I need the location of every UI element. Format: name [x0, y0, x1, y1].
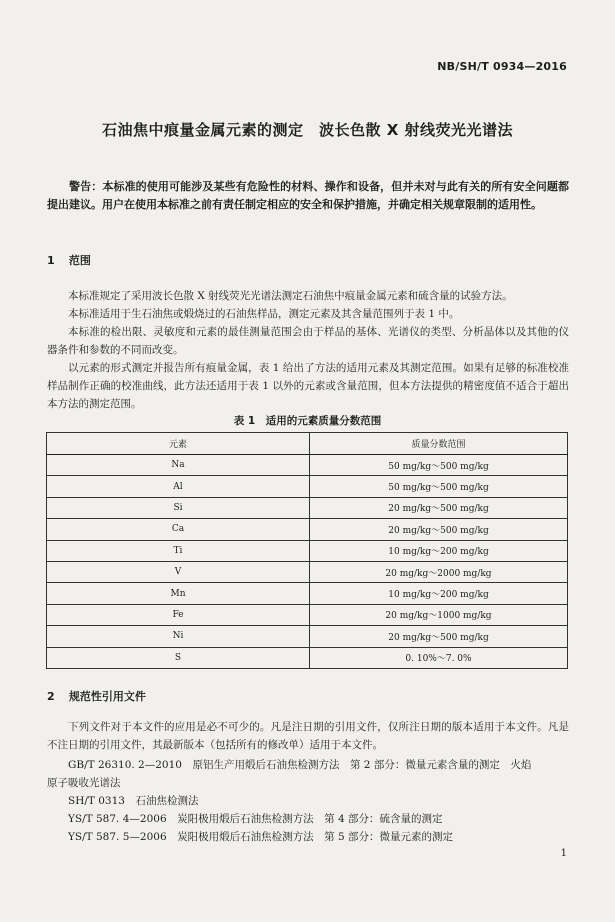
- element-cell: Ti: [47, 540, 310, 561]
- section-1-paragraph: 本标准规定了采用波长色散 X 射线荧光光谱法测定石油焦中痕量金属元素和硫含量的试验方法。: [68, 290, 513, 302]
- range-cell: 20 mg/kg～500 mg/kg: [310, 519, 568, 540]
- table-row: [47, 604, 568, 625]
- section-2-heading: [47, 688, 146, 704]
- section-1-paragraph: 本标准的检出限、灵敏度和元素的最佳测量范围会由于样品的基体、光谱仪的类型、分析晶体以及其他的仪器条件和参数的不同而改变。: [47, 326, 569, 356]
- element-cell: S: [47, 647, 310, 668]
- table-row: [47, 647, 568, 668]
- section-1-paragraph: 本标准适用于生石油焦或煅烧过的石油焦样品，测定元素及其含量范围列于表 1 中。: [68, 308, 460, 320]
- section-1-heading: [47, 252, 91, 268]
- table-row: [47, 626, 568, 647]
- element-cell: V: [47, 561, 310, 582]
- reference-item: GB/T 26310. 2—2010 原铝生产用煅后石油焦检测方法 第 2 部分：微量元素含量的测定 火焰: [68, 759, 532, 771]
- element-cell: Ni: [47, 626, 310, 647]
- table-row: [47, 497, 568, 518]
- element-cell: Mn: [47, 583, 310, 604]
- table-row: [47, 583, 568, 604]
- table-row: [47, 476, 568, 497]
- range-cell: 0. 10%～7. 0%: [310, 647, 568, 668]
- warning-notice: 警告：本标准的使用可能涉及某些有危险性的材料、操作和设备，但并未对与此有关的所有安全问题都提出建议。用户在使用本标准之前有责任制定相应的安全和保护措施，并确定相关规章限制的适用性。: [47, 180, 569, 211]
- range-cell: 50 mg/kg～500 mg/kg: [310, 455, 568, 476]
- page-number: 1: [560, 848, 567, 859]
- reference-item: YS/T 587. 5—2006 炭阳极用煅后石油焦检测方法 第 5 部分：微量元素的测定: [68, 831, 453, 843]
- reference-item: SH/T 0313 石油焦检测法: [68, 795, 199, 807]
- range-cell: 20 mg/kg～500 mg/kg: [310, 497, 568, 518]
- range-cell: 20 mg/kg～500 mg/kg: [310, 626, 568, 647]
- standard-code: NB/SH/T 0934—2016: [437, 60, 567, 73]
- section-1-number: 1: [47, 254, 55, 267]
- element-cell: Al: [47, 476, 310, 497]
- reference-item-continuation: 原子吸收光谱法: [47, 777, 121, 789]
- table-row: [47, 561, 568, 582]
- range-cell: 50 mg/kg～500 mg/kg: [310, 476, 568, 497]
- table-row: [47, 540, 568, 561]
- section-1-title: 范围: [68, 254, 91, 267]
- table-row: [47, 519, 568, 540]
- table-header-row: [47, 433, 568, 455]
- elements-table: [46, 432, 568, 669]
- element-cell: Si: [47, 497, 310, 518]
- table-row: [47, 455, 568, 476]
- element-cell: Na: [47, 455, 310, 476]
- column-header-element: 元素: [47, 433, 310, 455]
- section-1-paragraph: 以元素的形式测定并报告所有痕量金属，表 1 给出了方法的适用元素及其测定范围。如果有足够的标准校准样品制作正确的校准曲线，此方法还适用于表 1 以外的元素或含量范围，但本方法提供的精密度值不适合于超出本方法的测定范围。: [47, 362, 569, 410]
- section-2-number: 2: [47, 690, 55, 703]
- section-2-title: 规范性引用文件: [68, 690, 146, 703]
- range-cell: 10 mg/kg～200 mg/kg: [310, 540, 568, 561]
- range-cell: 20 mg/kg～2000 mg/kg: [310, 561, 568, 582]
- document-title: 石油焦中痕量金属元素的测定 波长色散 X 射线荧光光谱法: [101, 121, 513, 139]
- reference-item: YS/T 587. 4—2006 炭阳极用煅后石油焦检测方法 第 4 部分：硫含量的测定: [68, 813, 443, 825]
- range-cell: 20 mg/kg～1000 mg/kg: [310, 604, 568, 625]
- table-1-caption: 表 1 适用的元素质量分数范围: [233, 415, 382, 427]
- column-header-range: 质量分数范围: [310, 433, 568, 455]
- element-cell: Fe: [47, 604, 310, 625]
- element-cell: Ca: [47, 519, 310, 540]
- range-cell: 10 mg/kg～200 mg/kg: [310, 583, 568, 604]
- section-2-intro: 下列文件对于本文件的应用是必不可少的。凡是注日期的引用文件，仅所注日期的版本适用于本文件。凡是不注日期的引用文件，其最新版本（包括所有的修改单）适用于本文件。: [47, 721, 569, 751]
